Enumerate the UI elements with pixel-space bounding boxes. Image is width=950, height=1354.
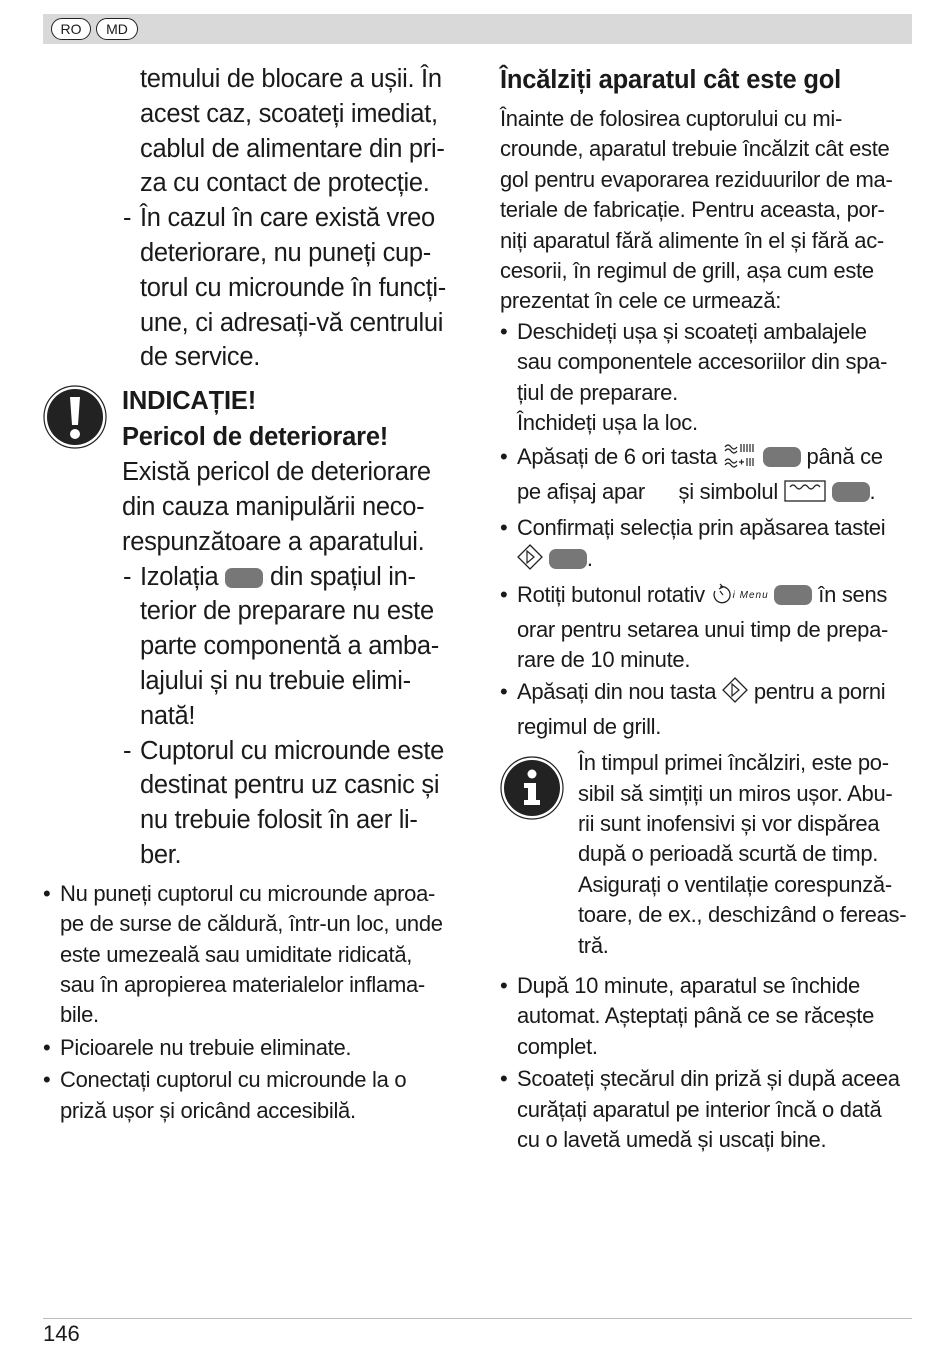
text-line: crounde, aparatul trebuie încălzit cât este: [500, 136, 890, 162]
text-line: Scoateți ștecărul din priză și după aceea: [517, 1066, 900, 1092]
dash-item: [43, 560, 463, 734]
bullet-marker: •: [500, 318, 508, 344]
start-diamond-icon: [517, 544, 543, 578]
text-line: Asigurați o ventilație corespunză-: [578, 871, 892, 897]
text-line: parte componentă a amba-: [140, 632, 439, 661]
text-fragment: Apăsați din nou tasta: [517, 679, 717, 705]
text-line: [517, 544, 915, 578]
start-key-icon: [549, 549, 587, 569]
text-line: [517, 580, 915, 614]
text-line: priză ușor și oricând accesibilă.: [60, 1097, 356, 1123]
text-line: sau componentele accesoriilor din spa-: [517, 349, 888, 375]
text-line: de service.: [140, 343, 261, 372]
info-circle-icon: [500, 756, 564, 828]
bullet-marker: •: [500, 582, 508, 608]
text-line: [517, 477, 915, 511]
grill-key-icon: [763, 447, 801, 467]
knob-key-icon: [774, 585, 812, 605]
text-line: complet.: [517, 1033, 598, 1059]
knob-menu-label: i Menu: [732, 590, 769, 602]
text-line: [517, 677, 915, 711]
bullet-item: [500, 317, 915, 439]
text-line: este umezeală sau umiditate ridicată,: [60, 941, 413, 967]
bullet-item: [500, 971, 915, 1062]
text-line: cablul de alimentare din pri-: [140, 134, 445, 163]
bullet-item: [43, 1065, 463, 1126]
text-line: rii sunt inofensivi și vor dispărea: [578, 810, 880, 836]
text-line: Există pericol de deteriorare: [122, 458, 431, 487]
text-fragment: în sens: [818, 582, 888, 608]
header-bar: [43, 14, 912, 44]
text-line: [517, 442, 915, 476]
footer-divider: [43, 1318, 912, 1319]
text-fragment: din spațiul in-: [270, 562, 416, 591]
text-line: tră.: [578, 932, 609, 958]
section-heading: Încălziți aparatul cât este gol: [500, 66, 841, 94]
text-line: niți aparatul fără alimente în el și fără ac-: [500, 227, 884, 253]
text-line: pe de surse de căldură, într-un loc, unde: [60, 911, 443, 937]
bullet-item: [500, 677, 915, 742]
text-line: regimul de grill.: [517, 713, 662, 739]
text-line: [140, 560, 463, 595]
bullet-item: [43, 879, 463, 1031]
bullet-marker: •: [500, 444, 508, 470]
grill-icon: [723, 442, 757, 476]
text-fragment: până ce: [806, 444, 883, 470]
text-line: sau în apropierea materialelor inflama-: [60, 971, 425, 997]
dash-marker: -: [123, 736, 132, 765]
text-line: În cazul în care există vreo: [140, 204, 435, 233]
text-line: rare de 10 minute.: [517, 646, 691, 672]
bullet-marker: •: [500, 679, 508, 705]
text-line: toare, de ex., deschizând o fereas-: [578, 902, 907, 928]
bullet-item: [500, 442, 915, 511]
bullet-marker: •: [43, 1067, 51, 1093]
text-line: teriale de fabricație. Pentru aceasta, por-: [500, 197, 885, 223]
text-line: după o perioadă scurtă de timp.: [578, 841, 879, 867]
continued-paragraph: [43, 62, 463, 201]
left-column: [43, 62, 463, 1126]
note-subtitle: Pericol de deteriorare!: [122, 423, 389, 452]
dash-item: [43, 201, 463, 375]
text-line: torul cu microunde în funcți-: [140, 273, 446, 302]
text-line: Cuptorul cu microunde este: [140, 736, 445, 765]
dash-item: [43, 734, 463, 873]
right-column: [500, 62, 915, 1155]
bullet-marker: •: [500, 1066, 508, 1092]
bullet-marker: •: [500, 972, 508, 998]
note-title: INDICAȚIE!: [122, 387, 256, 416]
text-line: Înainte de folosirea cuptorului cu mi-: [500, 106, 843, 131]
text-line: din cauza manipulării neco-: [122, 492, 425, 521]
text-line: une, ci adresați-vă centrului: [140, 308, 444, 337]
bullet-item: [43, 1033, 463, 1063]
text-line: țiul de preparare.: [517, 379, 678, 405]
note-text: [122, 455, 463, 559]
text-line: Închideți ușa la loc.: [517, 410, 698, 436]
text-line: gol pentru evaporarea reziduurilor de ma-: [500, 166, 893, 192]
bullet-item: [500, 1064, 915, 1155]
text-line: Conectați cuptorul cu microunde la o: [60, 1067, 407, 1093]
start-diamond-icon: [722, 677, 748, 711]
dash-marker: -: [123, 562, 132, 591]
text-fragment: Rotiți butonul rotativ: [517, 582, 705, 608]
text-fragment: Apăsați de 6 ori tasta: [517, 444, 718, 470]
text-fragment: pentru a porni: [753, 679, 886, 705]
rotary-knob-icon: [711, 582, 733, 614]
text-line: Deschideți ușa și scoateți ambalajele: [517, 318, 867, 344]
text-line: temului de blocare a ușii. În: [140, 65, 442, 93]
text-line: cesorii, în regimul de grill, așa cum este: [500, 258, 874, 284]
text-line: terior de preparare nu este: [140, 597, 434, 626]
text-line: curățați aparatul pe interior încă o dată: [517, 1096, 882, 1122]
text-line: deteriorare, nu puneți cup-: [140, 238, 432, 267]
warning-note: [43, 383, 463, 559]
page-number: 146: [43, 1321, 80, 1346]
text-line: nu trebuie folosit în aer li-: [140, 806, 418, 835]
text-fragment: și simbolul: [678, 478, 778, 504]
text-line: Picioarele nu trebuie eliminate.: [60, 1034, 352, 1060]
text-line: automat. Așteptați până ce se răcește: [517, 1003, 875, 1029]
bullet-item: [500, 513, 915, 578]
lang-badge-md: MD: [96, 18, 138, 40]
text-line: za cu contact de protecție.: [140, 169, 430, 198]
bullet-marker: •: [43, 880, 51, 906]
text-fragment: .: [586, 545, 593, 571]
text-fragment: pe afișaj apar: [517, 478, 645, 504]
text-line: respunzătoare a aparatului.: [122, 527, 425, 556]
grill-key-icon: [832, 482, 870, 502]
text-line: lajului și nu trebuie elimi-: [140, 666, 411, 695]
text-line: nată!: [140, 701, 196, 730]
text-line: În timpul primei încălziri, este po-: [578, 750, 889, 776]
text-fragment: Izolația: [140, 562, 219, 591]
text-line: Nu puneți cuptorul cu microunde aproa-: [60, 880, 436, 906]
text-line: cu o lavetă umedă și uscați bine.: [517, 1127, 827, 1152]
text-line: ber.: [140, 840, 182, 869]
text-line: sibil să simțiți un miros ușor. Abu-: [578, 780, 893, 806]
text-fragment: .: [869, 478, 876, 504]
text-line: Confirmați selecția prin apăsarea tastei: [517, 515, 886, 541]
bullet-item: [500, 580, 915, 675]
info-note: [500, 748, 915, 961]
intro-paragraph: [500, 104, 915, 317]
text-line: destinat pentru uz casnic și: [140, 771, 440, 800]
dash-marker: -: [123, 204, 132, 233]
grill-symbol-icon: [784, 479, 826, 511]
bullet-marker: •: [43, 1034, 51, 1060]
bullet-marker: •: [500, 515, 508, 541]
text-line: acest caz, scoateți imediat,: [140, 99, 438, 128]
grill-key-icon: [225, 568, 263, 588]
text-line: bile.: [60, 1002, 99, 1028]
lang-badge-ro: RO: [51, 18, 91, 40]
exclamation-circle-icon: [43, 385, 107, 454]
text-line: orar pentru setarea unui timp de prepa-: [517, 616, 889, 642]
text-line: prezentat în cele ce urmează:: [500, 288, 782, 314]
text-line: După 10 minute, aparatul se închide: [517, 972, 860, 998]
